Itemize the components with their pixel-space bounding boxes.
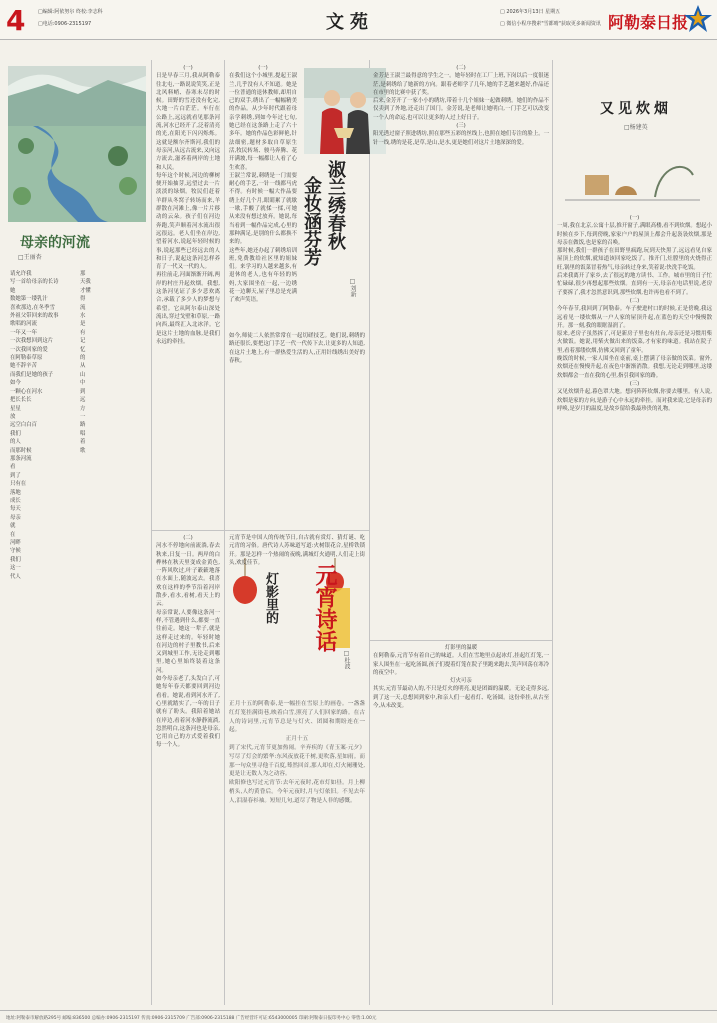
section-heading: (一) — [183, 65, 193, 71]
wechat-line: □ 微信小程序搜索"雪都晴"获取更多新闻资讯 — [500, 21, 601, 27]
river-title: 母亲的河流 — [20, 235, 90, 251]
river-landscape-illustration — [8, 66, 146, 222]
profile-title-1: 淑兰绣春秋 — [325, 160, 346, 250]
tea-title: 又见炊烟 — [600, 101, 672, 117]
logo-emblem-icon — [683, 4, 713, 34]
section-heading: (三) — [629, 380, 640, 387]
section-heading: (二) — [456, 65, 466, 71]
river-poem-cont: 那 天我 才懂 得 流 水 是 有 记 忆 的 从 山 中 到 远 方 一 路 唱 着 歌 — [80, 271, 91, 454]
profile-prose-left: (一) 在我们这个小城里,提起王淑兰,几乎没有人不知道。她是一位普通的退休教师,却用自己的双手,绣出了一幅幅精美的作品。从少年时代跟着母亲学刺绣,到如今年过七旬,她已经在这条路上走了六十多年。她的作品色彩鲜艳,针法细密,题材多取自草原生活,牧民转场、骏马奔腾、花开满坡,每一幅都让人看了心生欢喜。 王淑兰常说,刺绣是一门需要耐心的手艺,一针一线都马虎不得。有时候一幅大作品要绣上好几个月,眼睛累了就歇一歇,手酸了就揉一揉,可她从来没有想过放弃。她说,每当看到一幅作品完成,心里的那种满足,是别的什么都换不来的。 这些年,她还办起了刺绣培训班,免费教给社区里的姐妹们。来学习的人越来越多,有退休的老人,也有年轻的妈妈,大家围坐在一起,一边绣花一边聊天,屋子里总是充满了欢声笑语。 — [229, 65, 297, 304]
river-prose-bottom: (二) 河水不停地向前流淌,春去秋来,日复一日。两岸的白桦林在秋天里变成金黄色,一阵风吹过,叶子簌簌地落在水面上,随波远去。我喜欢在这样的季节沿着河岸散步,看水,看树,看天上的云。 母亲常说,人要像这条河一样,不管遇到什么,都要一直往前走。她这一辈子,就是这样走过来的。年轻时她在河边的村子里教书,后来又到城里工作,无论走到哪里,她心里始终装着这条河。 如今母亲老了,头发白了,可她每年春天都要回到河边看看。她说,看到河水开了,心里就踏实了,一年的日子就有了盼头。我陪着她站在岸边,看着河水静静流淌,忽然明白,这条河也是母亲,它用自己的方式爱着我们每一个人。 — [156, 535, 220, 749]
section-heading: 灯影里的温暖 — [444, 645, 478, 651]
profile-prose-right: (二) 金芳是王淑兰最得意的学生之一。她年轻时在工厂上班,下岗以后一度很迷茫,是刺绣给了她新的方向。跟着老师学了几年,她的手艺越来越好,作品还在市里的比赛中获了奖。 后来,金芳开了一家小小的绣坊,带着十几个姐妹一起做刺绣。她们的作品不仅卖到了外地,还走出了国门。金芳说,是老师让她明白,一门手艺可以改变一个人的命运,也可以让更多的人过上好日子。 (三) 阳光透过窗子照进绣坊,照在那些五彩的丝线上,也照在她们专注的脸上。一针一线,绣的是花,是草,是山,是水,更是她们对这片土地深深的爱。 — [373, 65, 549, 146]
section-heading: (一) — [258, 65, 268, 71]
profile-title-2: 金妆涵芬芳 — [301, 176, 322, 266]
river-prose-top: (一) 日是早春三月,我从阿勒泰往北屯,一路说说笑笑,正是北风料峭、春寒未尽的时候。田野的雪还没有化完,大地一片白茫茫。车行在公路上,远远就看见那条河流,河水已经开了,泛着清亮的光,在阳光下闪闪烁烁。这就是额尔齐斯河,我们的母亲河,从远古流来,又向远方流去,滋养着两岸的土地和人民。 每年这个时候,河边的柳树便开始抽芽,远望过去一片淡淡的绿烟。牧民们赶着羊群从冬窝子转场而来,羊群散在河滩上,像一片片移动的云朵。孩子们在河边奔跑,笑声顺着河水流出很远很远。老人们坐在岸边,望着河水,说起年轻时候的事,说起那些已经远去的人和日子,说起这条河怎样养育了一代又一代的人。 再往前走,河面渐渐开阔,两岸的村庄升起炊烟。我想,这条河见证了多少悲欢离合,承载了多少人的梦想与希望。它从阿尔泰山深处流出,穿过戈壁和草原,一路向西,最终汇入北冰洋。它是这片土地的血脉,是我们永远的牵挂。 — [156, 65, 220, 345]
lantern-caption: 正月十五的阿勒泰,是一幅挂在雪原上的画卷。一盏盏红灯笼挂满街巷,映着白雪,照亮了人们回家的路。在古人的诗词里,元宵节总是与灯火、团圆和期盼连在一起。 正月十五 到了宋代,元宵节更加热闹。辛弃疾的《青玉案·元夕》写尽了灯会的繁华:东风夜放花千树,更吹落,星如雨。而那一句众里寻他千百度,蓦然回首,那人却在,灯火阑珊处,更是让无数人为之动容。 欧阳修也写过元宵节:去年元夜时,花市灯如昼。月上柳梢头,人约黄昏后。今年元夜时,月与灯依旧。不见去年人,泪湿春衫袖。短短几句,道尽了物是人非的感慨。 — [229, 701, 365, 804]
page-header — [0, 0, 717, 40]
section-divider — [370, 640, 552, 641]
column-divider — [369, 60, 370, 1005]
section-heading: 灯火可亲 — [450, 678, 472, 685]
section-heading: (二) — [629, 297, 640, 304]
lantern-prose-right: 灯影里的温暖 在阿勒泰,元宵节有着自己的味道。人们在雪地里点起冰灯,挂起红灯笼,一家人围坐在一起吃汤圆,孩子们提着灯笼在院子里跑来跑去,笑声回荡在寒冷的夜空中。 灯火可亲 其实,元宵节最动人的,不只是灯火的明亮,更是团圆的温暖。无论走得多远,到了这一天,总想回到家中,和亲人们一起看灯、吃汤圆。这份牵挂,从古至今,从未改变。 — [373, 645, 549, 710]
date-line: □ 2026年3月13日 星期五 — [500, 9, 561, 15]
lantern-subtitle: 灯影里的 — [263, 572, 278, 624]
profile-prose-bottom: 如今,师徒二人依然常常在一起切磋技艺。她们说,刺绣的路还很长,要把这门手艺一代一代传下去,让更多的人知道,在这片土地上,有一群热爱生活的人,正用针线绣出美好的春秋。 — [229, 333, 365, 364]
newspaper-logo: 阿勒泰日报 — [608, 13, 689, 32]
lantern-title: 元宵诗话 — [312, 564, 338, 652]
lantern-author: □杜波 — [343, 650, 350, 669]
profile-author: □刘新 — [349, 278, 356, 297]
page-number: 4 — [6, 4, 26, 37]
section-divider — [152, 530, 224, 531]
tea-ink-illustration — [555, 145, 710, 210]
phone-line: □电话:0906-2315197 — [38, 21, 92, 27]
section-heading: (一) — [629, 215, 640, 221]
tea-prose: (一) 一周,我在北京,公寓十层,推开窗子,满眼高楼,看不到炊烟。想起小时候在乡下,每到傍晚,家家户户的屋顶上都会升起袅袅炊烟,那是母亲在做饭,也是家的召唤。 那时候,我们一群孩子在田野里疯跑,玩到天快黑了,远远看见自家屋顶上的炊烟,就知道该回家吃饭了。推开门,灶膛里的火烧得正旺,锅里的饭菜冒着热气,母亲转过身来,笑着说:快洗手吃饭。 后来我离开了家乡,去了很远的地方读书、工作。城市里的日子忙忙碌碌,很少再想起那些炊烟。直到有一天,母亲在电话里说,老房子要拆了,我才忽然意识到,那些炊烟,也许再也看不到了。 (二) 今年春节,我回到了阿勒泰。车子驶进村口的时候,正是傍晚,我远远看见一缕炊烟从一户人家的屋顶升起,在蓝色的天空中慢慢散开。那一刻,我的眼眶湿润了。 原来,老房子虽然拆了,可是新房子里也有灶台,母亲还是习惯用柴火做饭。她说,用柴火做出来的饭菜,才有家的味道。我站在院子里,看着那缕炊烟,仿佛又回到了童年。 晚饭的时候,一家人围坐在桌前,桌上摆满了母亲做的饭菜。窗外,炊烟还在慢慢升起,在夜色中渐渐消散。我想,无论走到哪里,这缕炊烟都会一直在我的心里,指引我回家的路。 (三) 又见炊烟升起,暮色罩大地。想问阵阵炊烟,你要去哪里。有人说,炊烟是家的方向,是游子心中永远的牵挂。而对我来说,它是母亲的呼唤,是岁月的温度,是故乡留给我最珍贵的礼物。 — [557, 215, 712, 412]
section-heading: (二) — [183, 535, 193, 541]
editor-line: □编辑:阿依努尔 终校:李志科 — [38, 9, 103, 15]
column-divider — [151, 60, 152, 1005]
page-footer: 地址:阿勒泰市解放路295号 邮编:836500 总编办:0906-2315197 传真:0906-2315709 广告部:0906-2315188 广告经营许可证:6543000005 印刷:阿勒泰日报印务中心 零售:1.00元 — [0, 1010, 717, 1023]
tea-author: □杨建英 — [624, 124, 648, 131]
section-heading: 正月十五 — [285, 736, 309, 743]
column-divider — [552, 60, 553, 1005]
header-date — [500, 6, 601, 30]
river-author: □王丽杏 — [18, 254, 42, 261]
column-divider — [224, 60, 225, 1005]
lantern-lead: 元宵节是中国人的传统节日,自古就有赏灯、猜灯谜、吃元宵的习俗。唐代诗人苏味道写道:火树银花合,星桥铁锁开。那是怎样一个热闹的夜晚,满城灯火通明,人们走上街头,欢度佳节。 — [229, 535, 365, 566]
section-heading: (三) — [456, 123, 466, 130]
column-title: 文苑 — [326, 12, 374, 33]
section-divider — [225, 530, 369, 531]
river-poem: 请允许我 写一首给母亲的长诗 她 数她第一缕乳汁 喜欢那边,在冬季雪 外祖父带回来的故事 歌唱的河流 一年又一年 一次我想回到这片 一次我回家的爱 在阿勒泰草原 她不辞辛苦 而我们是她的孩子 如今 一颗心在河水 把长长长 星星 放 远空白白百 我们 的人 而那时候 那条河流 看 到了 只有在 落地 成长 每天 母亲 就 在 河畔 守候 我们 这一 代人 — [10, 271, 59, 580]
header-meta — [38, 6, 103, 30]
